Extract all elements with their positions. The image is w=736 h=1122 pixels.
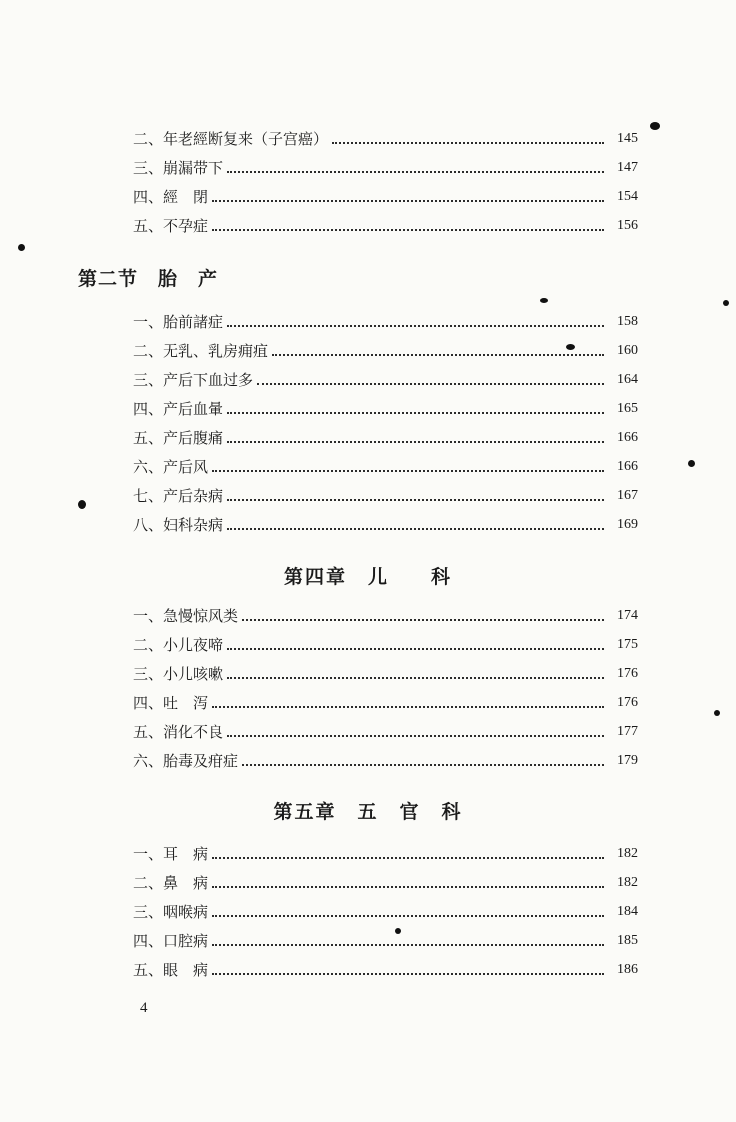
toc-entry-label: 四、口腔病 — [133, 932, 209, 950]
dot-leader — [212, 856, 604, 859]
toc-entry-label: 六、胎毒及疳症 — [133, 752, 239, 770]
dot-leader — [212, 914, 604, 917]
toc-entry-label: 一、耳 病 — [133, 845, 209, 863]
toc-entry-page: 145 — [617, 131, 638, 146]
toc-entry-page: 176 — [617, 666, 638, 681]
dot-leader — [227, 734, 604, 737]
dot-leader — [212, 228, 604, 231]
toc-entry — [133, 661, 638, 685]
chapter-title: 第五章 五 官 科 — [273, 801, 463, 823]
toc-entry — [133, 928, 638, 952]
dot-leader — [242, 618, 604, 621]
toc-entry — [133, 632, 638, 656]
scan-speck — [540, 298, 548, 303]
toc-entry — [133, 690, 638, 714]
toc-entry — [133, 184, 638, 208]
scan-speck — [395, 928, 401, 934]
dot-leader — [227, 527, 604, 530]
dot-leader — [227, 440, 604, 443]
toc-entry — [133, 155, 638, 179]
toc-entry-page: 179 — [617, 753, 638, 768]
toc-entry-label: 五、不孕症 — [133, 217, 209, 235]
toc-entry-label: 二、年老經断复来（子宫癌） — [133, 130, 329, 148]
toc-entry — [133, 483, 638, 507]
toc-entry — [133, 396, 638, 420]
toc-entry-label: 六、产后风 — [133, 458, 209, 476]
toc-entry-page: 185 — [617, 933, 638, 948]
toc-entry-page: 167 — [617, 488, 638, 503]
toc-entry — [133, 512, 638, 536]
dot-leader — [242, 763, 604, 766]
toc-entry-label: 二、小儿夜啼 — [133, 636, 224, 654]
toc-entry-label: 八、妇科杂病 — [133, 516, 224, 534]
toc-entry — [133, 425, 638, 449]
chapter-title: 第四章 儿 科 — [283, 566, 452, 588]
toc-entry-page: 160 — [617, 343, 638, 358]
toc-entry — [133, 870, 638, 894]
toc-entry-page: 154 — [617, 189, 638, 204]
toc-entry — [133, 748, 638, 772]
toc-entry-page: 166 — [617, 430, 638, 445]
toc-entry-label: 七、产后杂病 — [133, 487, 224, 505]
toc-entry — [133, 957, 638, 981]
toc-entry-page: 182 — [617, 846, 638, 861]
scan-speck — [566, 344, 575, 350]
toc-entry — [133, 841, 638, 865]
toc-entry-page: 169 — [617, 517, 638, 532]
toc-entry — [133, 338, 638, 362]
dot-leader — [227, 170, 604, 173]
toc-entry-label: 三、小儿咳嗽 — [133, 665, 224, 683]
dot-leader — [212, 972, 604, 975]
dot-leader — [272, 353, 604, 356]
toc-entry-label: 二、无乳、乳房痈疽 — [133, 342, 269, 360]
toc-entry-page: 186 — [617, 962, 638, 977]
toc-entry — [133, 454, 638, 478]
toc-entry-page: 174 — [617, 608, 638, 623]
toc-entry-page: 166 — [617, 459, 638, 474]
toc-entry-label: 三、崩漏带下 — [133, 159, 224, 177]
scan-speck — [18, 244, 25, 251]
toc-entry-page: 182 — [617, 875, 638, 890]
toc-entry-label: 四、吐 泻 — [133, 694, 209, 712]
toc-entry-label: 三、产后下血过多 — [133, 371, 254, 389]
toc-entry-page: 156 — [617, 218, 638, 233]
dot-leader — [212, 469, 604, 472]
toc-entry-page: 164 — [617, 372, 638, 387]
toc-entry-label: 三、咽喉病 — [133, 903, 209, 921]
section-title: 第二节 胎 产 — [78, 268, 219, 290]
dot-leader — [212, 943, 604, 946]
dot-leader — [212, 199, 604, 202]
toc-entry-label: 五、眼 病 — [133, 961, 209, 979]
toc-entry-label: 四、产后血暈 — [133, 400, 224, 418]
dot-leader — [227, 676, 604, 679]
toc-entry-page: 176 — [617, 695, 638, 710]
dot-leader — [332, 141, 604, 144]
toc-entry — [133, 213, 638, 237]
scan-speck — [723, 300, 729, 306]
toc-entry-page: 184 — [617, 904, 638, 919]
scan-speck — [714, 710, 720, 716]
dot-leader — [227, 324, 604, 327]
toc-entry — [133, 719, 638, 743]
toc-entry-page: 177 — [617, 724, 638, 739]
toc-entry-label: 一、急慢惊风类 — [133, 607, 239, 625]
dot-leader — [227, 647, 604, 650]
page-number: 4 — [140, 1000, 148, 1016]
toc-entry-label: 二、鼻 病 — [133, 874, 209, 892]
dot-leader — [257, 382, 604, 385]
toc-entry-label: 五、消化不良 — [133, 723, 224, 741]
toc-entry — [133, 899, 638, 923]
toc-entry-page: 147 — [617, 160, 638, 175]
scan-speck — [78, 500, 86, 509]
toc-entry — [133, 126, 638, 150]
dot-leader — [212, 705, 604, 708]
toc-entry-label: 四、經 閉 — [133, 188, 209, 206]
scan-speck — [688, 460, 695, 467]
toc-entry — [133, 603, 638, 627]
toc-entry-page: 165 — [617, 401, 638, 416]
dot-leader — [212, 885, 604, 888]
toc-entry — [133, 309, 638, 333]
toc-entry-page: 158 — [617, 314, 638, 329]
toc-entry-label: 一、胎前諸症 — [133, 313, 224, 331]
toc-entry-label: 五、产后腹痛 — [133, 429, 224, 447]
scan-speck — [650, 122, 660, 130]
toc-entry — [133, 367, 638, 391]
dot-leader — [227, 411, 604, 414]
toc-entry-page: 175 — [617, 637, 638, 652]
dot-leader — [227, 498, 604, 501]
